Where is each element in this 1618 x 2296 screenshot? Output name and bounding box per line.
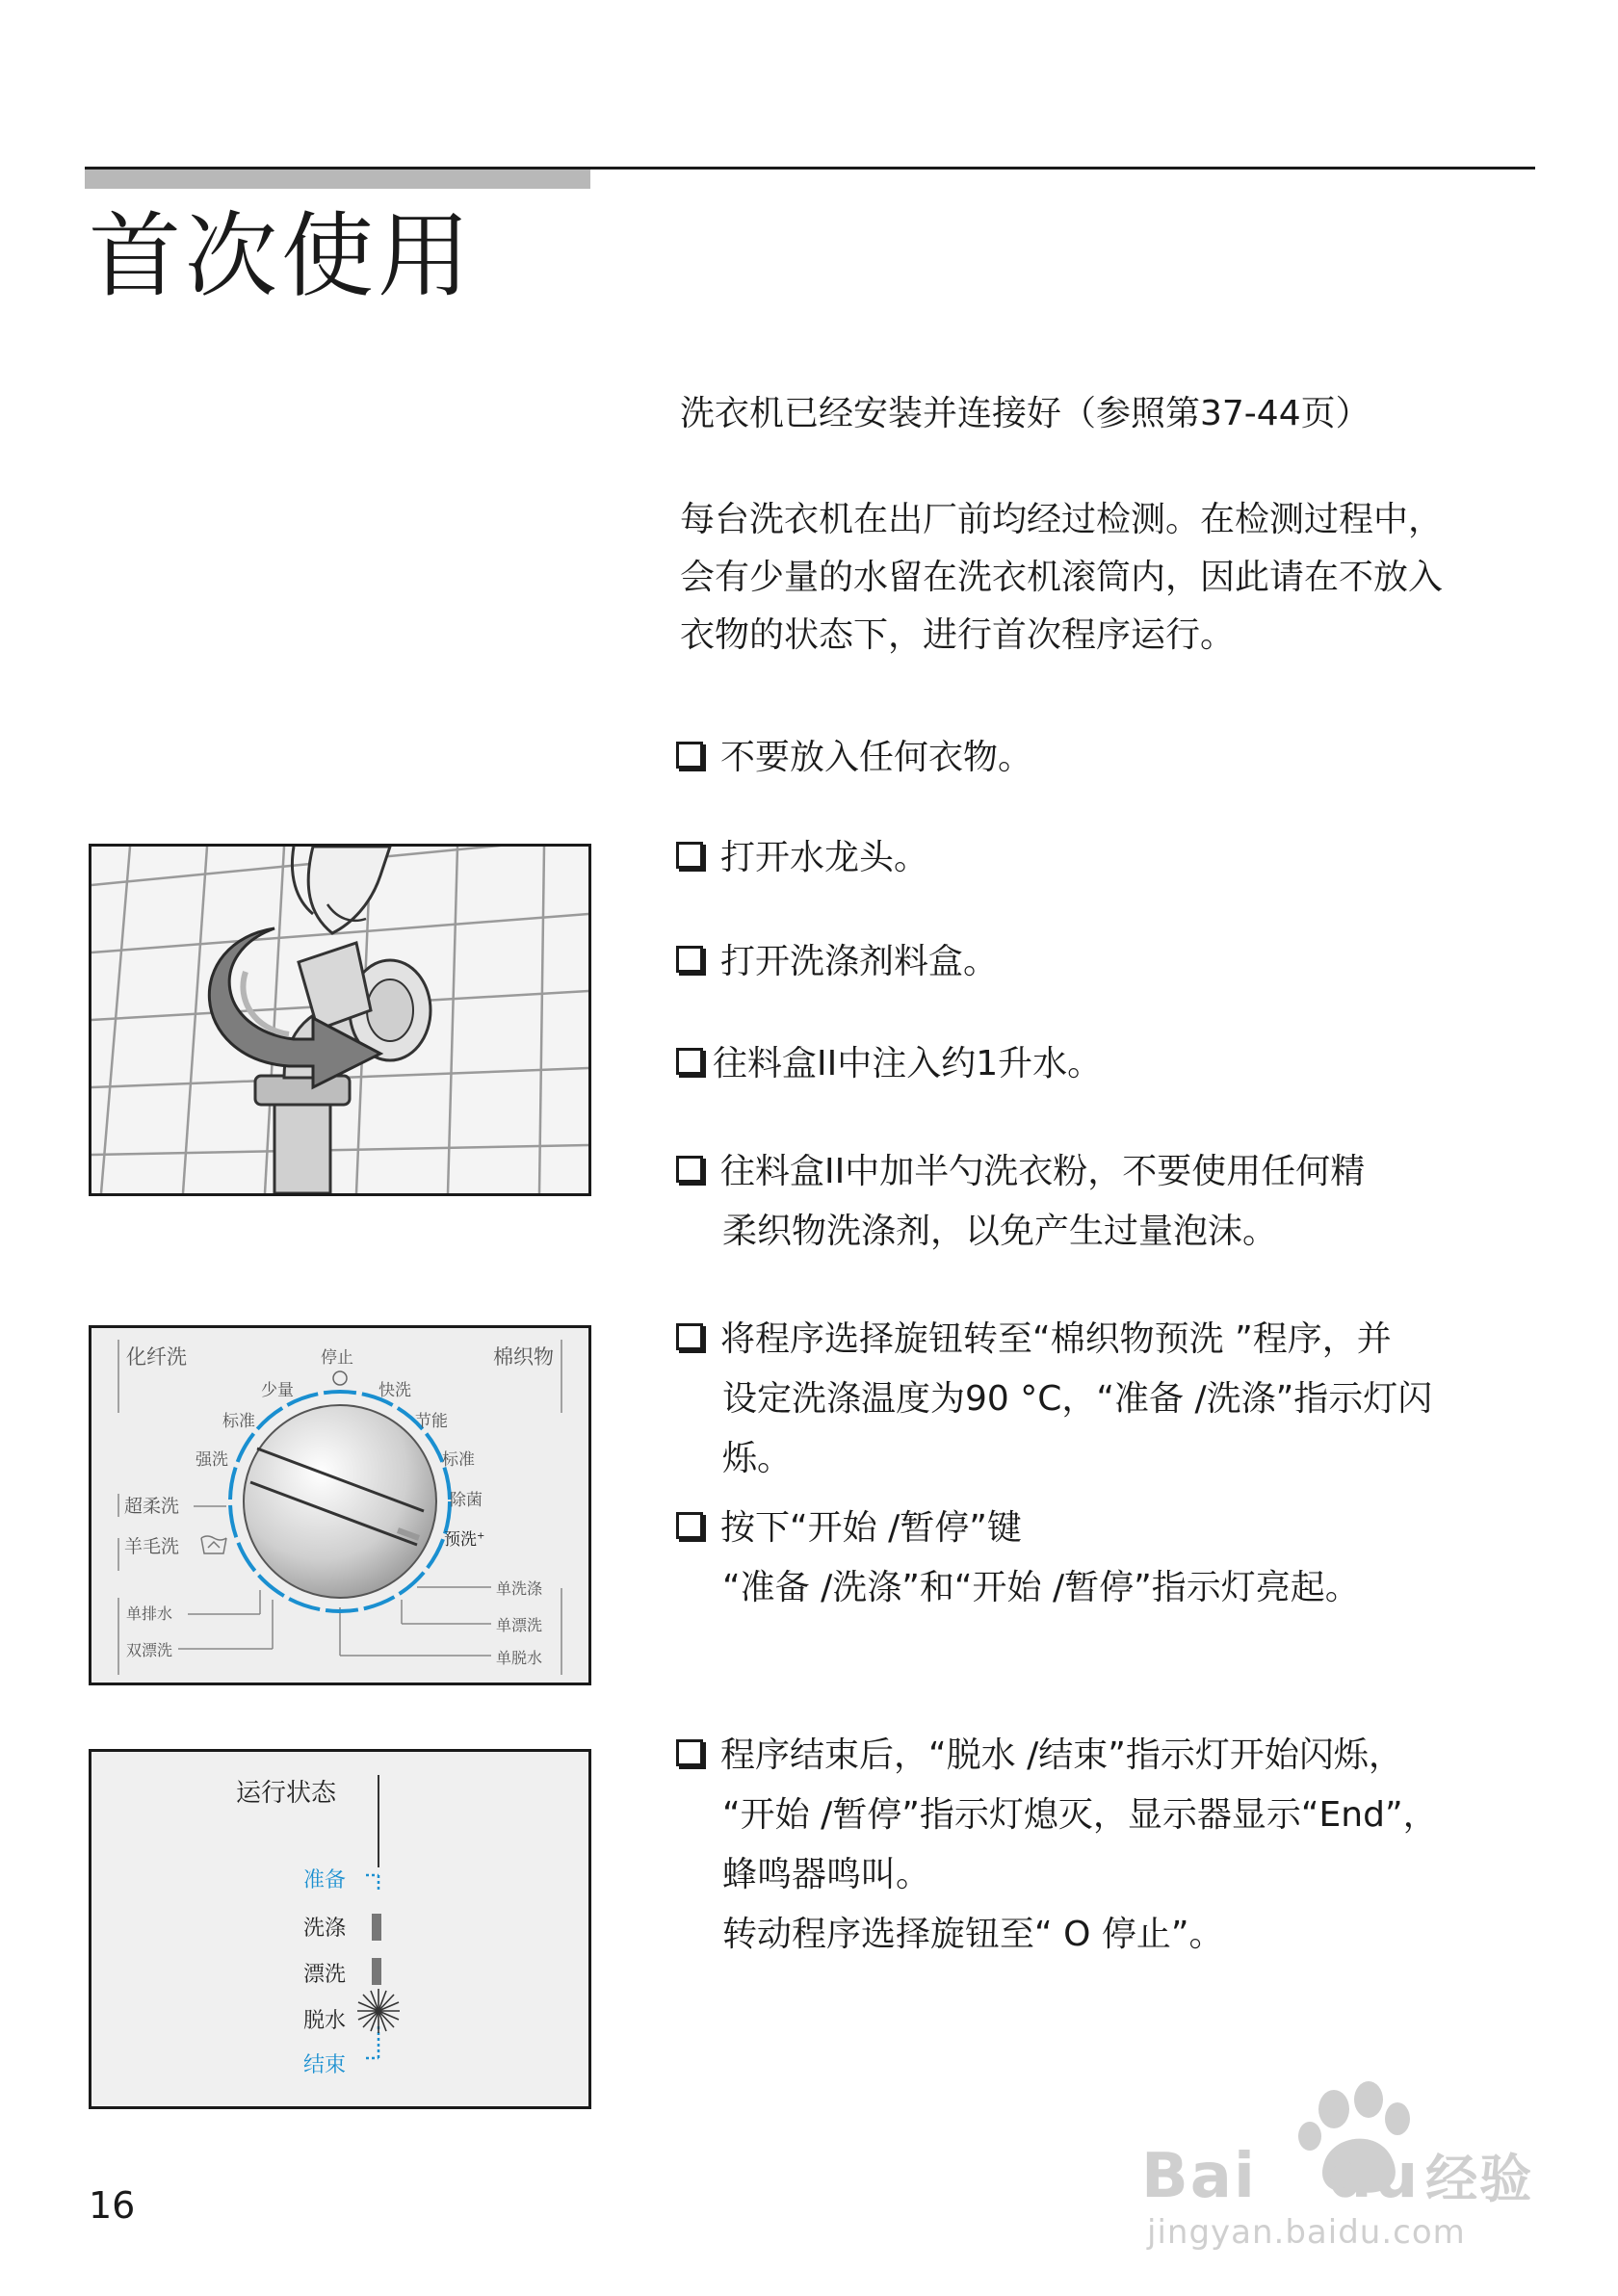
group-label-synthetic: 化纤洗 — [126, 1345, 187, 1369]
checkbox-icon — [676, 1512, 703, 1539]
checkbox-icon — [676, 1323, 703, 1350]
program-label: 快洗 — [378, 1381, 411, 1400]
step-3: 打开洗涤剂料盒。 — [676, 932, 998, 992]
watermark-url: jingyan.baidu.com — [1147, 2213, 1466, 2252]
faucet-tap-icon — [91, 847, 588, 1193]
program-label: 节能 — [415, 1412, 448, 1431]
status-end: 结束 — [303, 2053, 347, 2077]
checkbox-icon — [676, 742, 703, 769]
step-1: 不要放入任何衣物。 — [676, 728, 1032, 788]
step-7: 按下“开始 /暂停”键 “准备 /洗涤”和“开始 /暂停”指示灯亮起。 — [676, 1499, 1360, 1618]
page-number: 16 — [89, 2184, 136, 2227]
intro-paragraph — [680, 491, 1443, 665]
intro-paragraph-line: 衣物的状态下，进行首次程序运行。 — [680, 615, 1236, 655]
watermark-brand: Bai du 经验 — [1141, 2141, 1534, 2212]
program-label: 标准 — [222, 1412, 255, 1431]
status-display-panel — [89, 1749, 591, 2109]
step-8: 程序结束后，“脱水 /结束”指示灯开始闪烁， “开始 /暂停”指示灯熄灭，显示器显示“End”， 蜂鸣器鸣叫。 转动程序选择旋钮至“ O 停止”。 — [676, 1726, 1438, 1965]
program-label: 单漂洗 — [496, 1616, 543, 1634]
checkbox-icon — [676, 946, 703, 973]
status-rinse: 漂洗 — [303, 1963, 347, 1987]
checkbox-icon — [676, 842, 703, 869]
program-prewash: 预洗+ — [444, 1530, 485, 1550]
program-label: 单洗涤 — [496, 1579, 543, 1598]
program-label: 除菌 — [450, 1491, 483, 1510]
status-wash: 洗涤 — [303, 1917, 347, 1941]
status-title: 运行状态 — [236, 1779, 337, 1808]
status-ready: 准备 — [303, 1868, 347, 1892]
intro-paragraph-line: 会有少量的水留在洗衣机滚筒内，因此请在不放入 — [680, 558, 1444, 597]
checkbox-icon — [676, 1156, 703, 1183]
intro-line: 洗衣机已经安装并连接好（参照第37-44页） — [680, 394, 1370, 433]
step-5: 往料盒II中加半勺洗衣粉，不要使用任何精 柔织物洗涤剂，以免产生过量泡沫。 — [676, 1142, 1365, 1262]
checkbox-icon — [676, 1739, 703, 1766]
program-label: 单脱水 — [496, 1649, 543, 1667]
program-label: 双漂洗 — [126, 1641, 173, 1659]
group-label-cotton: 棉织物 — [493, 1345, 554, 1369]
faucet-illustration — [89, 844, 591, 1196]
intro-paragraph-line: 每台洗衣机在出厂前均经过检测。在检测过程中， — [680, 500, 1444, 539]
program-label: 标准 — [442, 1450, 475, 1470]
program-label: 少量 — [261, 1381, 294, 1400]
wool-wash-icon — [199, 1532, 228, 1555]
page-title: 首次使用 — [89, 202, 474, 310]
program-label: 羊毛洗 — [124, 1536, 180, 1557]
program-dial-panel — [89, 1325, 591, 1685]
program-label: 单排水 — [126, 1605, 173, 1623]
step-2: 打开水龙头。 — [676, 828, 928, 888]
program-label: 超柔洗 — [124, 1496, 180, 1517]
header-rule-accent — [85, 170, 590, 189]
program-label: 强洗 — [196, 1450, 228, 1470]
program-stop: 停止 — [321, 1348, 353, 1368]
step-6: 将程序选择旋钮转至“棉织物预洗 ”程序，并 设定洗涤温度为90 °C，“准备 /洗涤”指示灯闪 烁。 — [676, 1310, 1432, 1489]
checkbox-icon — [676, 1048, 703, 1075]
blinking-star-icon — [357, 1989, 400, 2033]
baidu-jingyan-watermark — [1141, 2071, 1536, 2254]
step-4: 往料盒II中注入约1升水。 — [676, 1034, 1102, 1094]
status-spin: 脱水 — [303, 2009, 347, 2033]
